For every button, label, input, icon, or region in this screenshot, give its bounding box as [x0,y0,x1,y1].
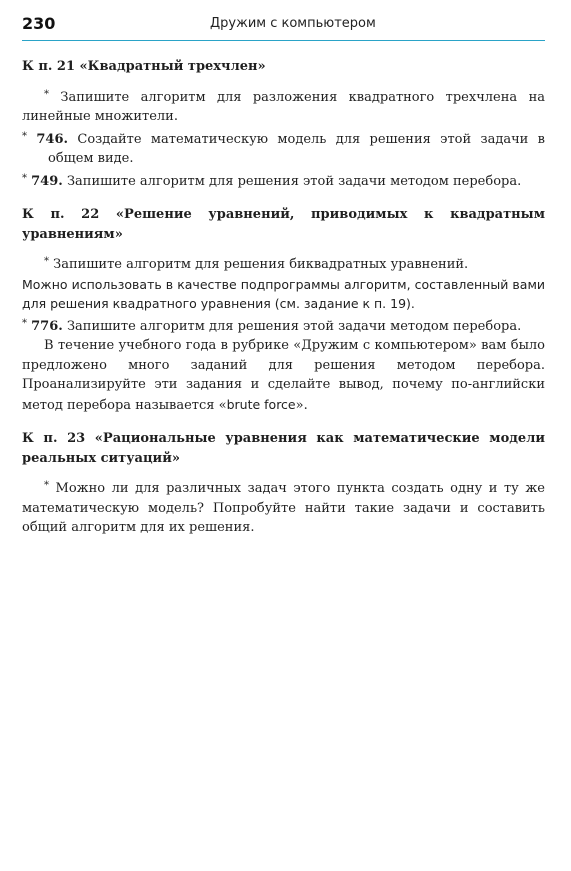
section-heading: К п. 21 «Квадратный трехчлен» [22,59,266,74]
star-marker: * [44,480,49,491]
page-header [22,0,545,41]
task-text: Запишите алгоритм для решения этой задачи методом перебора. [66,318,522,334]
paragraph-text: Можно использовать в качестве подпрограммы алгоритм, составленный вами для решения квадратного уравнения (см. задание к п. 19). [22,276,545,311]
star-marker: * [22,130,27,142]
paragraph [22,252,545,275]
paragraph [22,275,545,314]
star-marker: * [22,172,27,184]
task-item [22,127,545,169]
task-item [22,314,545,337]
paragraph-text: В течение учебного года в рубрике «Дружим с компьютером» вам было предложено много заданий для решения методом перебора. Проанализируйте эти задания и сделайте вывод, почему по-английски метод перебора называется « [22,338,545,413]
section-23 [22,429,545,538]
task-item [22,169,545,192]
star-marker: * [44,256,49,267]
english-term: brute force [226,396,296,412]
star-marker: * [44,88,49,100]
running-title: Дружим с компьютером [210,16,376,31]
section-heading: К п. 23 «Рациональные уравнения как математические модели реальных ситуаций» [22,431,545,466]
paragraph-text: Запишите алгоритм для решения биквадратных уравнений. [53,257,469,272]
task-number: 749. [31,173,63,189]
paragraph [22,336,545,415]
paragraph-text: Можно ли для различных задач этого пункта создать одну и ту же математическую модель? Попробуйте найти такие задачи и составить общий алгоритм для их решения. [22,481,545,535]
task-text: Запишите алгоритм для решения этой задачи методом перебора. [66,173,522,189]
paragraph-text: Запишите алгоритм для разложения квадратного трехчлена на линейные множители. [22,89,545,124]
section-22 [22,205,545,415]
star-marker: * [22,317,27,329]
paragraph [22,476,545,538]
section-heading: К п. 22 «Решение уравнений, приводимых к квадратным уравнениям» [22,207,545,242]
page-content [22,57,545,538]
paragraph-text: ». [295,397,308,413]
section-21 [22,57,545,191]
page-number: 230 [22,14,56,33]
task-number: 746. [36,131,69,147]
paragraph [22,85,545,127]
task-text: Создайте математическую модель для решения этой задачи в общем виде. [48,131,546,166]
task-number: 776. [31,318,63,334]
